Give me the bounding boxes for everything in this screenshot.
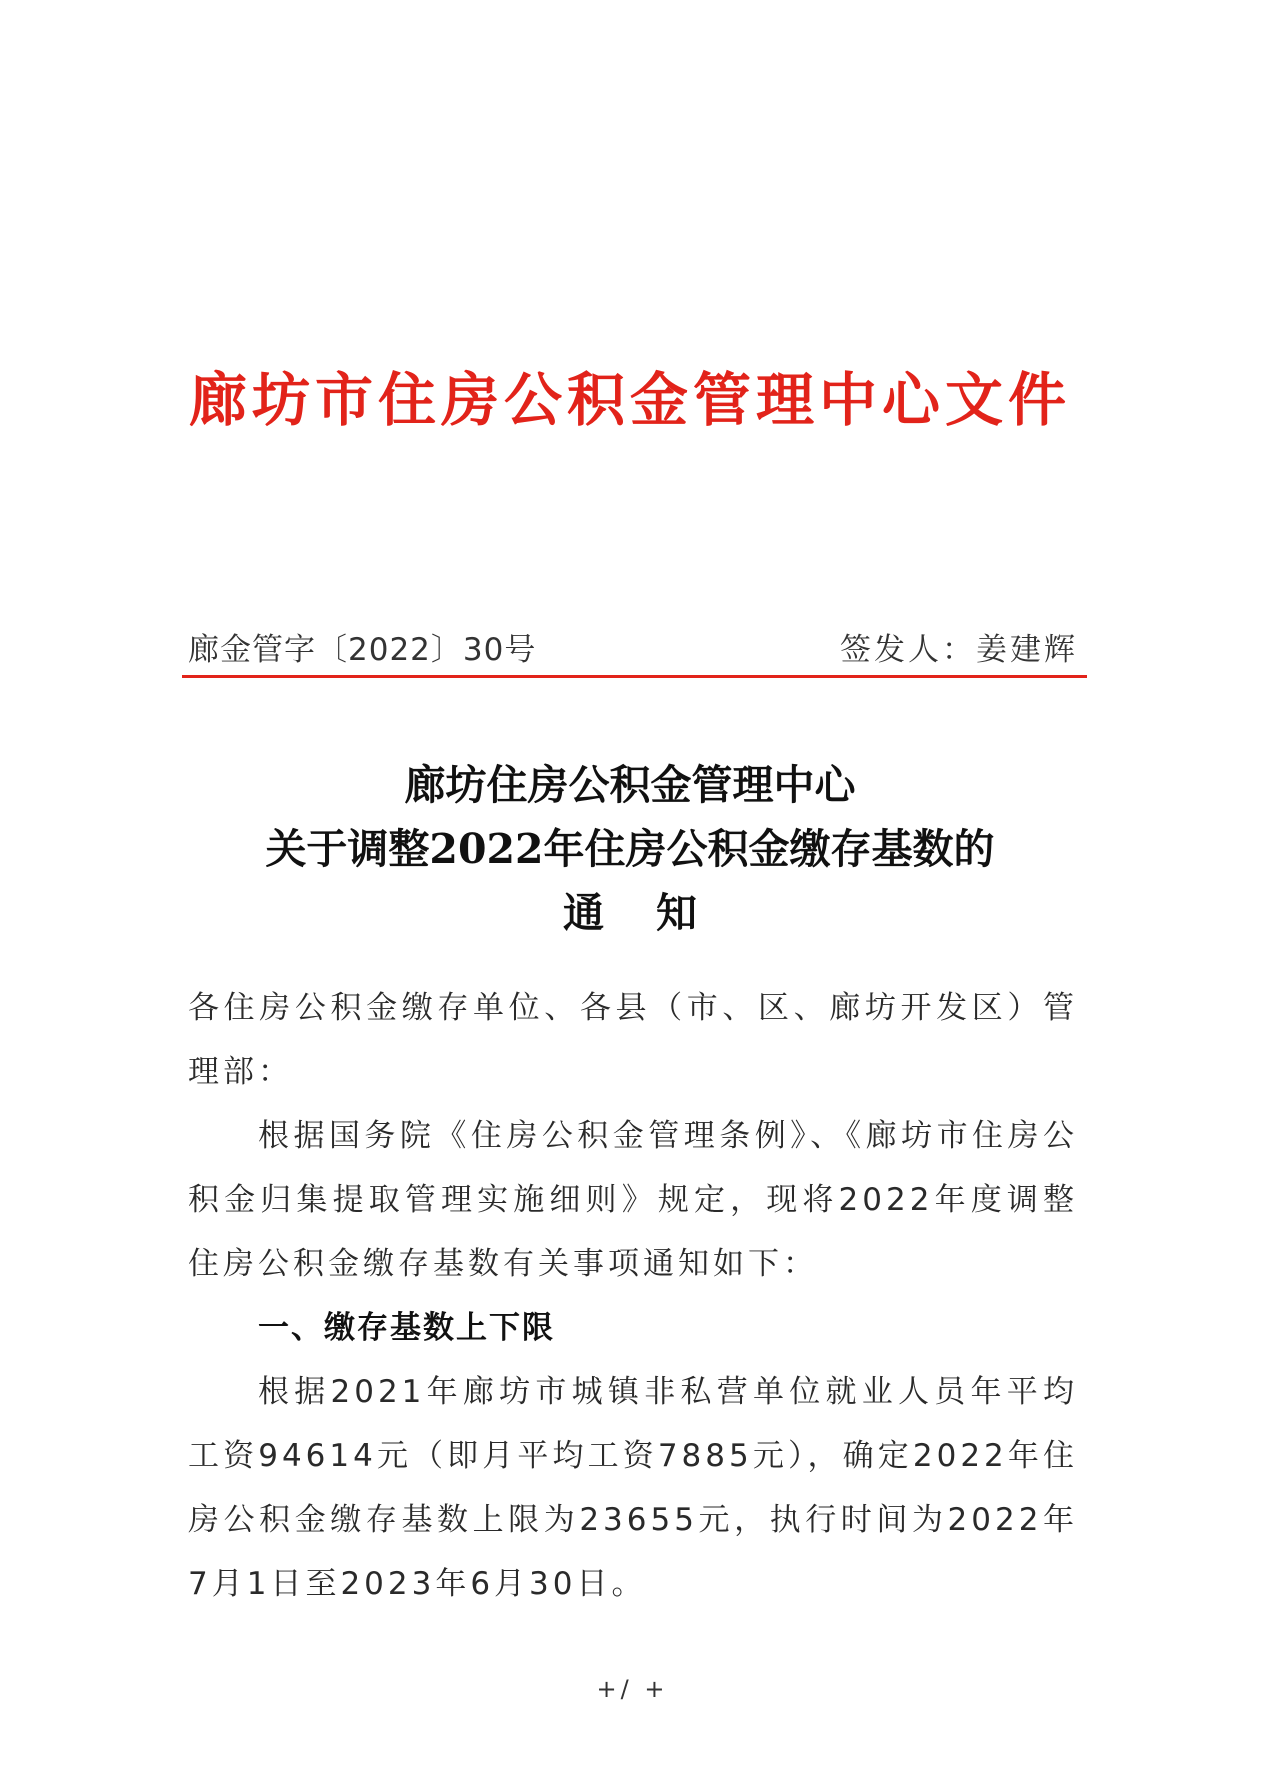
paragraph-base-limits: 根据2021年廊坊市城镇非私营单位就业人员年平均工资94614元（即月平均工资7885元），确定2022年住房公积金缴存基数上限为23655元，执行时间为2022年7月1日至2023年6月30日。: [188, 1374, 1078, 1602]
paragraph-intro: 根据国务院《住房公积金管理条例》、《廊坊市住房公积金归集提取管理实施细则》规定，现将2022年度调整住房公积金缴存基数有关事项通知如下：: [188, 1118, 1078, 1282]
masthead-title: 廊坊市住房公积金管理中心文件: [188, 366, 1071, 434]
notice-title-line-3: 通知: [563, 889, 749, 937]
section-heading-1: 一、缴存基数上下限: [258, 1310, 555, 1346]
notice-body: [188, 976, 1078, 1616]
page-number: +/ +: [596, 1675, 669, 1703]
salutation: 各住房公积金缴存单位、各县（市、区、廊坊开发区）管理部：: [188, 990, 1078, 1090]
notice-title: [150, 753, 1110, 945]
red-divider-line: [182, 675, 1087, 678]
document-header-row: [188, 628, 1078, 672]
document-number: 廊金管字〔2022〕30号: [188, 632, 537, 668]
signer: 签发人：姜建辉: [840, 632, 1078, 668]
notice-title-line-1: 廊坊住房公积金管理中心: [404, 761, 856, 809]
notice-title-line-2: 关于调整2022年住房公积金缴存基数的: [265, 825, 995, 873]
